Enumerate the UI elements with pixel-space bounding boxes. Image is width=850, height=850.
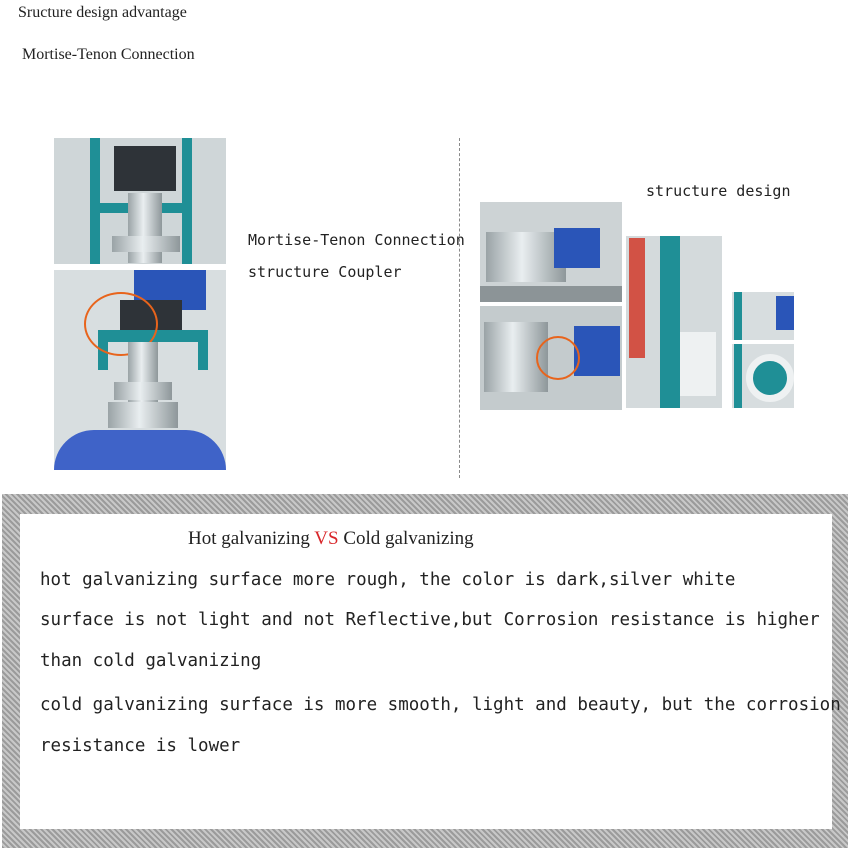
machine-photo-3: [626, 236, 722, 408]
panel-line-1: hot galvanizing surface more rough, the color is dark,silver white: [40, 570, 736, 590]
panel-line-3: than cold galvanizing: [40, 651, 262, 671]
panel-line-4: cold galvanizing surface is more smooth, light and beauty, but the corrosion: [40, 695, 841, 715]
panel-line-5: resistance is lower: [40, 736, 241, 756]
page-subtitle: Mortise-Tenon Connection: [22, 46, 195, 63]
machine-photo-5: [732, 344, 794, 408]
machine-photo-1: [480, 202, 622, 302]
right-caption: structure design: [646, 182, 791, 200]
panel-line-2: surface is not light and not Reflective,but Corrosion resistance is higher: [40, 610, 820, 630]
panel-title: [188, 528, 474, 550]
coupler-photo-bottom: [54, 270, 226, 470]
section-divider: [459, 138, 460, 478]
panel-title-cold: Cold galvanizing: [338, 528, 474, 549]
left-caption-line1: Mortise-Tenon Connection: [248, 231, 465, 249]
galvanizing-panel-body: [20, 514, 841, 829]
panel-title-hot: Hot galvanizing: [188, 528, 315, 549]
machine-photo-4: [732, 292, 794, 340]
machine-photo-2: [480, 306, 622, 410]
left-caption-line2: structure Coupler: [248, 263, 402, 281]
page-title: Sructure design advantage: [18, 4, 187, 21]
coupler-photo-top: [54, 138, 226, 264]
galvanizing-panel: [2, 494, 848, 848]
panel-title-vs: VS: [314, 528, 339, 549]
